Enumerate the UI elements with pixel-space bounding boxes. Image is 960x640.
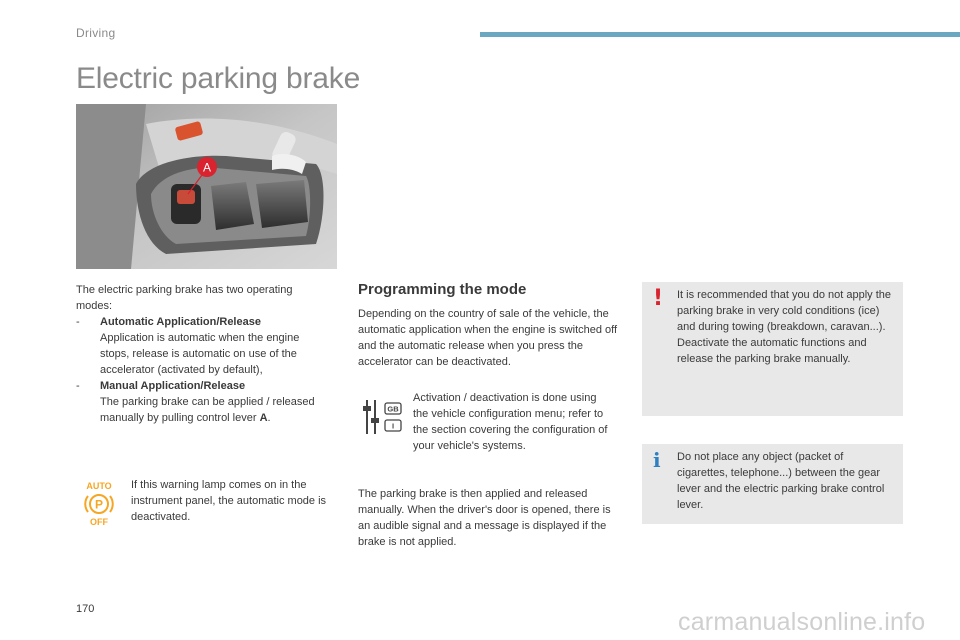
config-icon-i: I bbox=[391, 421, 395, 431]
programming-title: Programming the mode bbox=[358, 281, 527, 298]
lamp-label-off: OFF bbox=[90, 517, 108, 526]
vehicle-configuration-icon bbox=[360, 398, 406, 438]
config-icon-gb: GB bbox=[387, 404, 399, 414]
page-title: Electric parking brake bbox=[76, 62, 361, 95]
lamp-label-p: P bbox=[94, 497, 104, 512]
programming-paragraph-2: Activation / deactivation is done using the vehicle configuration menu; refer to the section covering the configuration of your vehicle's systems. bbox=[413, 392, 608, 452]
lamp-label-auto: AUTO bbox=[86, 481, 112, 491]
section-label: Driving bbox=[76, 26, 116, 40]
list-dash: - bbox=[76, 316, 80, 328]
exclamation-icon: ! bbox=[653, 286, 664, 311]
mode-title-manual: Manual Application/Release bbox=[100, 380, 246, 392]
auto-p-off-icon bbox=[80, 480, 118, 526]
parking-brake-photo bbox=[76, 104, 337, 269]
mode-title-automatic: Automatic Application/Release bbox=[100, 316, 261, 328]
console-illustration bbox=[76, 104, 337, 269]
callout-a-label: A bbox=[202, 160, 212, 175]
mode-item-manual bbox=[76, 378, 331, 426]
watermark: carmanualsonline.info bbox=[678, 608, 926, 636]
info-note-text: Do not place any object (packet of cigarettes, telephone...) between the gear lever and the electric parking brake control lever. bbox=[677, 451, 885, 511]
warning-note-text: It is recommended that you do not apply the parking brake in very cold conditions (ice) and during towing (breakdown, caravan...). Deactivate the automatic functions and release the parking brake manually. bbox=[677, 289, 892, 365]
info-icon: i bbox=[653, 448, 661, 472]
mode-text-manual: The parking brake can be applied / released manually by pulling control lever bbox=[100, 396, 315, 424]
lever-reference: A bbox=[259, 412, 268, 424]
mode-item-automatic bbox=[76, 314, 331, 378]
list-dash: - bbox=[76, 380, 80, 392]
warning-lamp-text: If this warning lamp comes on in the instrument panel, the automatic mode is deactivated. bbox=[131, 479, 327, 523]
programming-paragraph-3: The parking brake is then applied and released manually. When the driver's door is opened, there is an audible signal and a message is displayed if the brake is not applied. bbox=[358, 488, 611, 548]
programming-paragraph-1: Depending on the country of sale of the vehicle, the automatic application when the engine is switched off and the automatic release when you press the accelerator can be deactivated. bbox=[358, 308, 618, 368]
mode-text-automatic: Application is automatic when the engine stops, release is automatic on use of the accelerator (activated by default), bbox=[100, 332, 300, 376]
warning-note bbox=[642, 282, 903, 416]
header-accent-bar bbox=[480, 32, 960, 37]
intro-section bbox=[76, 282, 331, 426]
mode-text-manual-end: . bbox=[267, 412, 271, 424]
info-note bbox=[642, 444, 903, 524]
intro-lead: The electric parking brake has two operating modes: bbox=[76, 284, 293, 312]
page-number: 170 bbox=[76, 603, 95, 615]
